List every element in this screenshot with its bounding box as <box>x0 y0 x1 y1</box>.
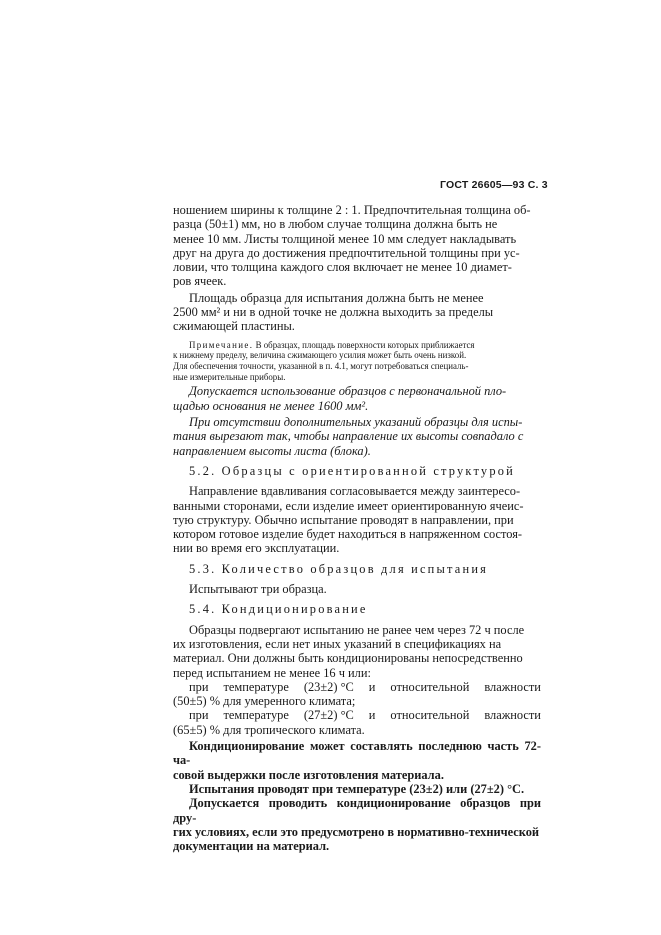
text-line <box>173 708 541 722</box>
word: и <box>368 679 376 694</box>
word: при <box>189 708 209 723</box>
text-line: Испытания проводят при температуре (23±2) или (27±2) °С. <box>189 781 525 796</box>
text-line: ванными сторонами, если изделие имеет ориентированную ячеис- <box>173 498 524 513</box>
word: температуре <box>223 679 289 694</box>
word: относительной <box>390 679 470 694</box>
text-line: к нижнему пределу, величина сжимающего усилия может быть очень низкой. <box>173 350 467 361</box>
text-line: ров ячеек. <box>173 274 227 289</box>
section-heading-5-4: 5.4. Кондиционирование <box>189 602 368 617</box>
running-header: ГОСТ 26605—93 С. 3 <box>440 179 548 191</box>
text-line: ловии, что толщина каждого слоя включает не менее 10 диамет- <box>173 260 512 275</box>
document-body <box>173 203 541 853</box>
text-line: Кондиционирование может составлять последнюю часть 72-ча- <box>173 739 541 768</box>
text-line: перед испытанием не менее 16 ч или: <box>173 665 371 680</box>
word: при <box>189 679 209 694</box>
note-text: В образцах, площадь поверхности которых приближается <box>255 339 475 350</box>
text-line: Направление вдавливания согласовывается между заинтересо- <box>189 484 521 499</box>
text-line: их изготовления, если нет иных указаний в спецификациях на <box>173 636 502 651</box>
word: (27±2) °С <box>303 708 354 723</box>
text-line: менее 10 мм. Листы толщиной менее 10 мм следует накладывать <box>173 231 517 246</box>
text-line: Допускается проводить кондиционирование образцов при дру- <box>173 796 541 825</box>
italic-paragraph-cutting <box>173 415 541 458</box>
word: влажности <box>484 708 541 723</box>
text-line: направлением высоты листа (блока). <box>173 443 371 458</box>
text-line: сжимающей пластины. <box>173 319 295 334</box>
text-line: Допускается использование образцов с первоначальной пло- <box>189 384 507 399</box>
condition-temperate <box>173 680 541 709</box>
text-line: нии во время его эксплуатации. <box>173 541 340 556</box>
text-line: ные измерительные приборы. <box>173 371 286 382</box>
text-line: (50±5) % для умеренного климата; <box>173 694 356 709</box>
paragraph-count: Испытывают три образца. <box>189 582 327 597</box>
text-line: При отсутствии дополнительных указаний образцы для испы- <box>189 415 523 430</box>
bold-paragraph-conditioning-part <box>173 739 541 782</box>
bold-paragraph-other-conditions <box>173 796 541 853</box>
paragraph-area <box>173 291 541 334</box>
text-line: котором готовое изделие будет находиться в напряженном состоя- <box>173 527 523 542</box>
paragraph-dimensions <box>173 203 541 289</box>
text-line: тую структуру. Обычно испытание проводят в направлении, при <box>173 512 514 527</box>
word: относительной <box>390 708 470 723</box>
word: влажности <box>484 679 541 694</box>
text-line: тания вырезают так, чтобы направление их высоты совпадало с <box>173 429 524 444</box>
text-line: Площадь образца для испытания должна быть не менее <box>189 290 484 305</box>
text-line: разца (50±1) мм, но в любом случае толщина должна быть не <box>173 217 498 232</box>
italic-paragraph-allowance <box>173 384 541 413</box>
text-line: совой выдержки после изготовления материала. <box>173 767 444 782</box>
paragraph-orientation <box>173 484 541 555</box>
note-label: Примечание. <box>189 339 254 350</box>
paragraph-conditioning <box>173 623 541 680</box>
condition-tropical <box>173 708 541 737</box>
text-line: щадью основания не менее 1600 мм². <box>173 398 369 413</box>
text-line: друг на друга до достижения предпочтительной толщины при ус- <box>173 245 520 260</box>
text-line <box>173 680 541 694</box>
word: температуре <box>223 708 289 723</box>
text-line: ношением ширины к толщине 2 : 1. Предпочтительная толщина об- <box>173 203 531 217</box>
text-line: материал. Они должны быть кондиционированы непосредственно <box>173 651 523 666</box>
text-line <box>173 340 541 351</box>
section-heading-5-3: 5.3. Количество образцов для испытания <box>189 561 489 576</box>
text-line: (65±5) % для тропического климата. <box>173 722 365 737</box>
section-heading-5-2: 5.2. Образцы с ориентированной структурой <box>189 463 515 478</box>
text-line: гих условиях, если это предусмотрено в нормативно-технической <box>173 824 540 839</box>
word: (23±2) °С <box>303 679 354 694</box>
text-line: Для обеспечения точности, указанной в п. 4.1, могут потребоваться специаль- <box>173 361 469 372</box>
note-block <box>173 340 541 383</box>
text-line: Образцы подвергают испытанию не ранее чем через 72 ч после <box>189 622 525 637</box>
word: и <box>368 708 376 723</box>
text-line: документации на материал. <box>173 839 330 854</box>
text-line: 2500 мм² и ни в одной точке не должна выходить за пределы <box>173 305 494 320</box>
bold-paragraph-test-temperature <box>173 782 541 796</box>
